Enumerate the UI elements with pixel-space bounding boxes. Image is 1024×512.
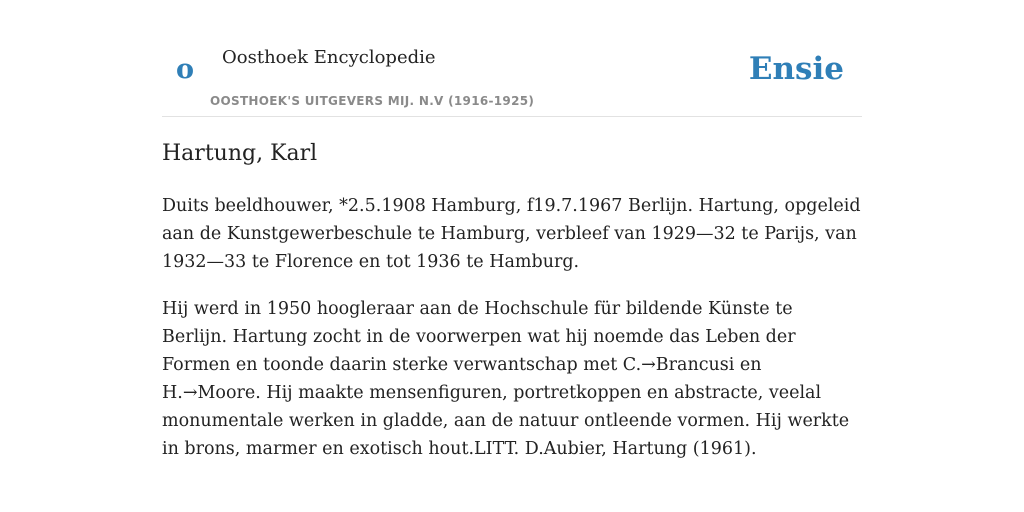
- article-title: Hartung, Karl: [162, 141, 318, 166]
- article-body: [162, 192, 862, 482]
- site-subtitle: OOSTHOEK'S UITGEVERS MIJ. N.V (1916-1925): [210, 94, 535, 108]
- site-title: Oosthoek Encyclopedie: [222, 47, 436, 68]
- site-logo[interactable]: o: [176, 54, 195, 85]
- site-header: [162, 0, 862, 117]
- article-paragraph: Hij werd in 1950 hoogleraar aan de Hochschule für bildende Künste te Berlijn. Hartung zocht in de voorwerpen wat hij noemde das Leben der Formen en toonde daarin sterke verwantschap met C.→Brancusi en H.→Moore. Hij maakte mensenfiguren, portretkoppen en abstracte, veelal monumentale werken in gladde, aan de natuur ontleende vormen. Hij werkte in brons, marmer en exotisch hout.LITT. D.Aubier, Hartung (1961).: [162, 299, 850, 459]
- article-paragraph: Duits beeldhouwer, *2.5.1908 Hamburg, f19.7.1967 Berlijn. Hartung, opgeleid aan de Kunstgewerbeschule te Hamburg, verbleef van 1929—32 te Parijs, van 1932—33 te Florence en tot 1936 te Hamburg.: [162, 196, 861, 272]
- brand-link[interactable]: Ensie: [748, 51, 844, 87]
